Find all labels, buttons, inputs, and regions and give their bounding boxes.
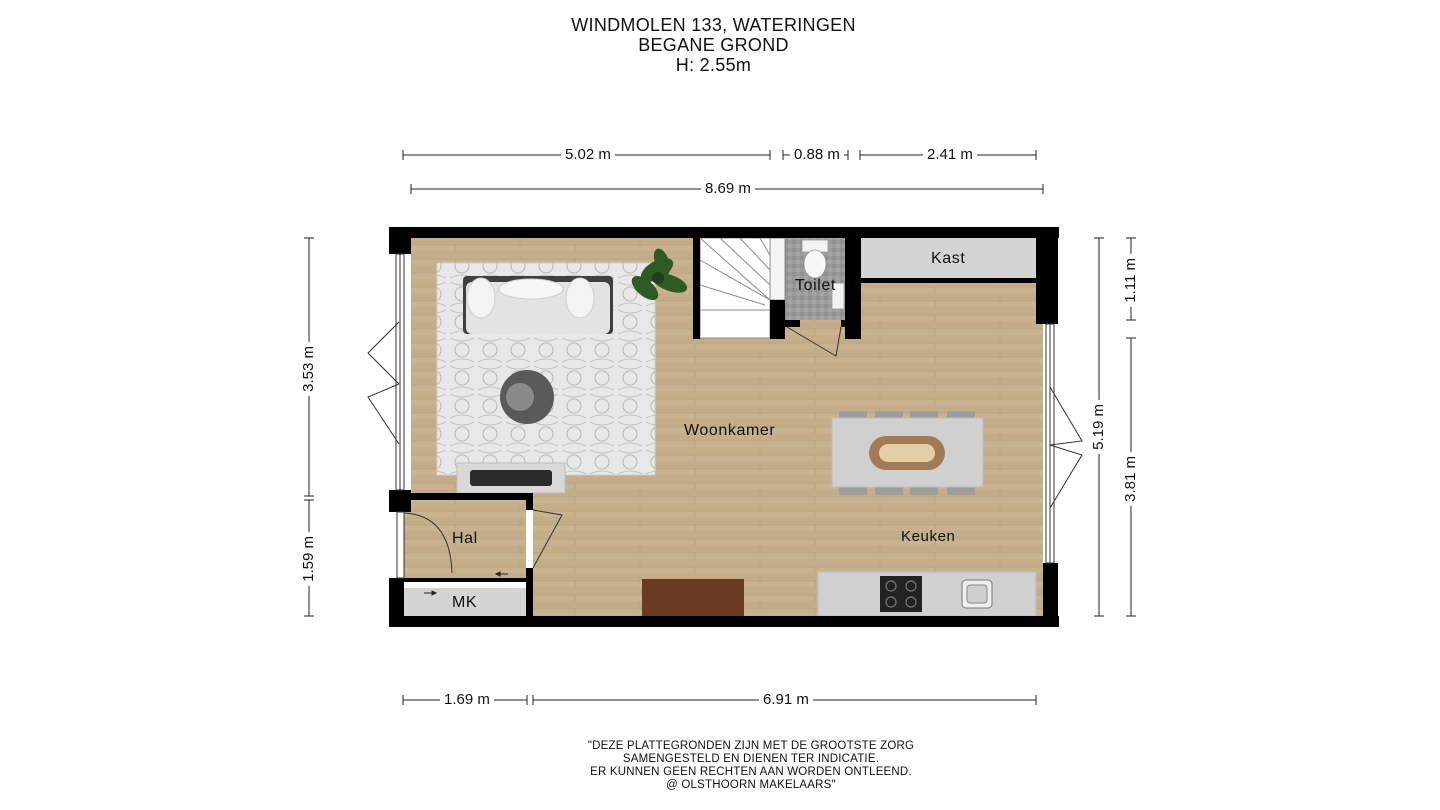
disclaimer-line-4: @ OLSTHOORN MAKELAARS" [666,779,836,791]
kitchen-counter [818,572,1036,616]
dim-right-total: 5.19 m [1091,400,1107,454]
address-title: WINDMOLEN 133, WATERINGEN [571,15,856,35]
living-furniture [437,263,655,493]
dim-top-c: 2.41 m [923,147,977,163]
disclaimer-line-2: SAMENGESTELD EN DIENEN TER INDICATIE. [622,753,880,765]
disclaimer-line-3: ER KUNNEN GEEN RECHTEN AAN WORDEN ONTLEEND. [590,766,912,778]
dining-set [832,411,983,495]
dim-bottom-a: 1.69 m [440,692,494,708]
room-label-mk: MK [452,594,478,611]
dim-bottom-b: 6.91 m [759,692,813,708]
room-label-toilet: Toilet [795,277,836,294]
dim-right-a: 1.11 m [1123,254,1139,307]
room-label-hal: Hal [452,530,478,547]
floor-title: BEGANE GROND [638,35,789,55]
room-label-woonkamer: Woonkamer [684,422,776,439]
dim-left-a: 3.53 m [301,342,317,396]
height-title: H: 2.55m [675,55,752,75]
dim-left-b: 1.59 m [301,532,317,586]
room-label-keuken: Keuken [901,528,956,545]
disclaimer-line-1: "DEZE PLATTEGRONDEN ZIJN MET DE GROOTSTE ZORG [587,740,915,752]
dim-top-total: 8.69 m [701,181,755,197]
dim-right-b: 3.81 m [1123,452,1139,506]
room-label-kast: Kast [931,250,966,267]
cabinet [642,579,744,616]
dim-top-b: 0.88 m [790,147,844,163]
dim-top-a: 5.02 m [561,147,615,163]
